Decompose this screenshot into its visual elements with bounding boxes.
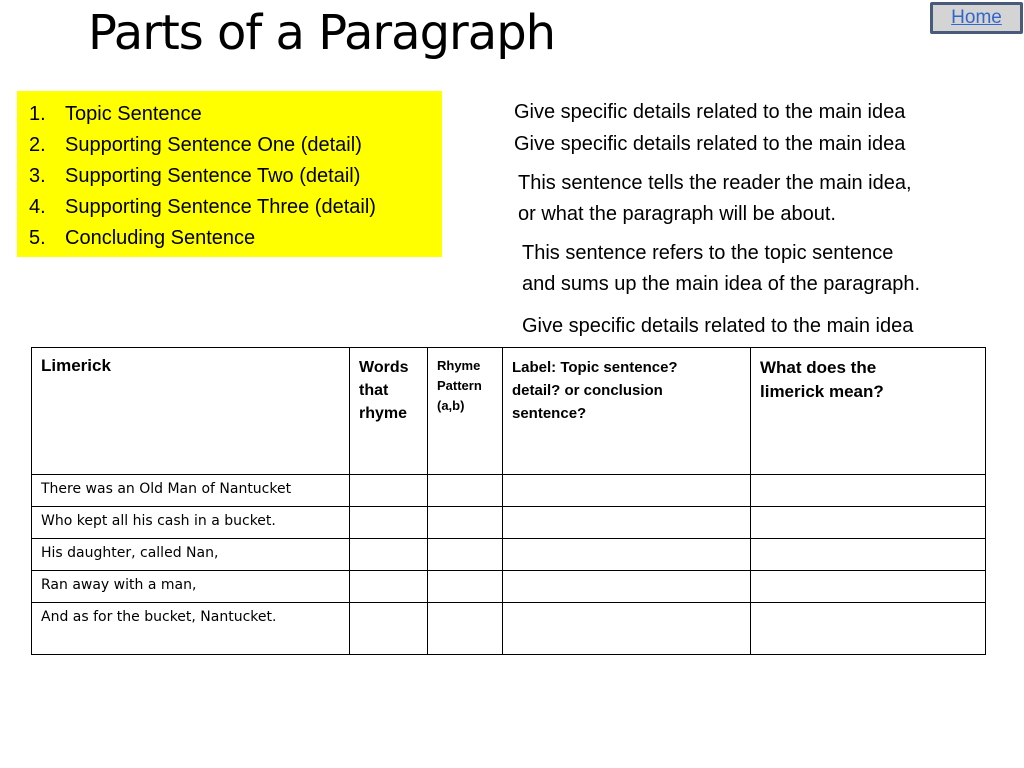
list-item: 2. Supporting Sentence One (detail) xyxy=(29,130,442,161)
words-cell[interactable] xyxy=(350,475,428,507)
words-cell[interactable] xyxy=(350,539,428,571)
label-cell[interactable] xyxy=(503,475,751,507)
list-item-label: Supporting Sentence Two (detail) xyxy=(65,165,361,187)
limerick-line: His daughter, called Nan, xyxy=(32,539,350,571)
header-words-that-rhyme: Words that rhyme xyxy=(350,348,428,475)
meaning-cell[interactable] xyxy=(751,507,986,539)
list-item: 3. Supporting Sentence Two (detail) xyxy=(29,161,442,192)
label-cell[interactable] xyxy=(503,571,751,603)
table-row xyxy=(32,603,986,655)
rhyme-cell[interactable] xyxy=(428,507,503,539)
meaning-cell[interactable] xyxy=(751,603,986,655)
rhyme-cell[interactable] xyxy=(428,571,503,603)
list-item: 4. Supporting Sentence Three (detail) xyxy=(29,192,442,223)
header-meaning: What does the limerick mean? xyxy=(751,348,986,475)
words-cell[interactable] xyxy=(350,507,428,539)
description-text: This sentence tells the reader the main idea, xyxy=(518,172,912,194)
description-text: and sums up the main idea of the paragraph. xyxy=(522,273,921,295)
header-limerick: Limerick xyxy=(32,348,350,475)
label-cell[interactable] xyxy=(503,603,751,655)
home-button[interactable]: Home xyxy=(930,2,1023,34)
description-text: or what the paragraph will be about. xyxy=(518,203,836,225)
list-item: 5. Concluding Sentence xyxy=(29,223,442,254)
list-item-label: Topic Sentence xyxy=(65,103,202,125)
meaning-cell[interactable] xyxy=(751,475,986,507)
label-cell[interactable] xyxy=(503,539,751,571)
header-label: Label: Topic sentence? detail? or conclusion sentence? xyxy=(503,348,751,475)
meaning-cell[interactable] xyxy=(751,539,986,571)
limerick-line: And as for the bucket, Nantucket. xyxy=(32,603,350,655)
table-row xyxy=(32,475,986,507)
description-text: Give specific details related to the main idea xyxy=(522,315,914,337)
label-cell[interactable] xyxy=(503,507,751,539)
rhyme-cell[interactable] xyxy=(428,475,503,507)
list-item-label: Supporting Sentence Three (detail) xyxy=(65,196,376,218)
list-item-label: Supporting Sentence One (detail) xyxy=(65,134,362,156)
page-title: Parts of a Paragraph xyxy=(88,5,556,61)
limerick-table xyxy=(31,347,986,655)
rhyme-cell[interactable] xyxy=(428,539,503,571)
description-text: This sentence refers to the topic sentence xyxy=(522,242,894,264)
rhyme-cell[interactable] xyxy=(428,603,503,655)
limerick-line: Who kept all his cash in a bucket. xyxy=(32,507,350,539)
words-cell[interactable] xyxy=(350,603,428,655)
limerick-line: There was an Old Man of Nantucket xyxy=(32,475,350,507)
words-cell[interactable] xyxy=(350,571,428,603)
meaning-cell[interactable] xyxy=(751,571,986,603)
list-item-label: Concluding Sentence xyxy=(65,227,256,249)
paragraph-parts-list xyxy=(17,91,442,257)
table-row xyxy=(32,507,986,539)
table-row xyxy=(32,539,986,571)
description-text: Give specific details related to the main idea xyxy=(514,101,906,123)
table-row xyxy=(32,571,986,603)
description-text: Give specific details related to the main idea xyxy=(514,133,906,155)
table-header-row xyxy=(32,348,986,475)
limerick-line: Ran away with a man, xyxy=(32,571,350,603)
header-rhyme-pattern: Rhyme Pattern (a,b) xyxy=(428,348,503,475)
list-item: 1. Topic Sentence xyxy=(29,99,442,130)
